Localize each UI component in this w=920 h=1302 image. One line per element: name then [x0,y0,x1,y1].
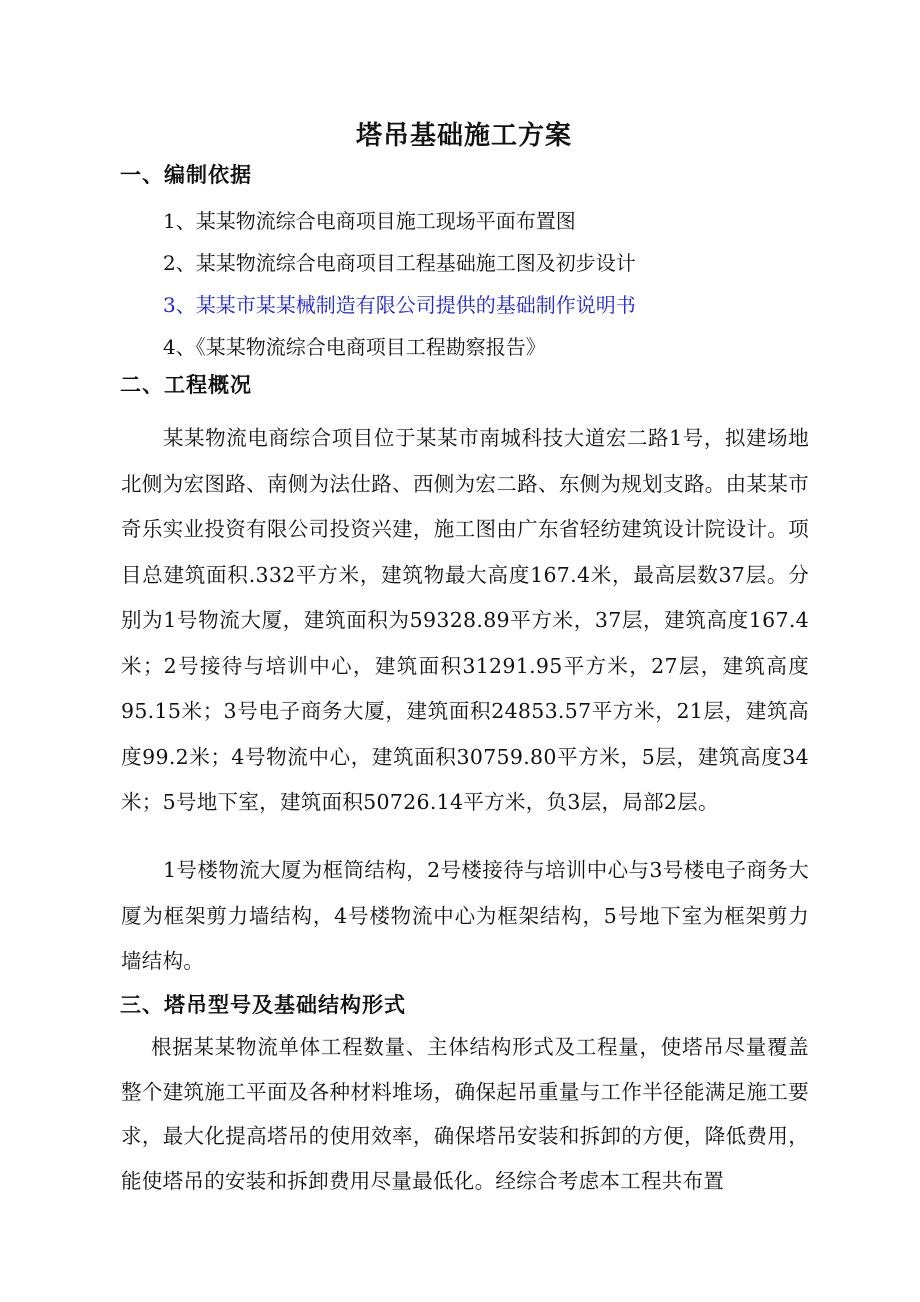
document-title: 塔吊基础施工方案 [355,121,572,151]
crane-paragraph: 根据某某物流单体工程数量、主体结构形式及工程量，使塔吊尽量覆盖整个建筑施工平面及各种材料堆场，确保起吊重量与工作半径能满足施工要求，最大化提高塔吊的使用效率，确保塔吊安装和拆卸的方便，降低费用，能使塔吊的安装和拆卸费用尽量最低化。经综合考虑本工程共布置 [121,1035,809,1193]
structure-paragraph: 1号楼物流大厦为框筒结构，2号楼接待与培训中心与3号楼电子商务大厦为框架剪力墙结构，4号楼物流中心为框架结构，5号地下室为框架剪力墙结构。 [121,858,809,973]
basis-list [163,200,636,368]
section-heading-crane-type: 三、塔吊型号及基础结构形式 [120,993,406,1017]
list-item: 1、某某物流综合电商项目施工现场平面布置图 [163,209,576,233]
section-heading-overview: 二、工程概况 [120,373,252,397]
list-item: 4、《某某物流综合电商项目工程勘察报告》 [163,335,546,359]
list-item-highlighted: 3、某某市某某械制造有限公司提供的基础制作说明书 [163,293,636,317]
overview-paragraph: 某某物流电商综合项目位于某某市南城科技大道宏二路1号，拟建场地北侧为宏图路、南侧为法仕路、西侧为宏二路、东侧为规划支路。由某某市奇乐实业投资有限公司投资兴建，施工图由广东省轻纺建筑设计院设计。项目总建筑面积.332平方米，建筑物最大高度167.4米，最高层数37层。分别为1号物流大厦，建筑面积为59328.89平方米，37层，建筑高度167.4米；2号接待与培训中心，建筑面积31291.95平方米，27层，建筑高度95.15米；3号电子商务大厦，建筑面积24853.57平方米，21层，建筑高度99.2米；4号物流中心，建筑面积30759.80平方米，5层，建筑高度34米；5号地下室，建筑面积50726.14平方米，负3层，局部2层。 [121,426,809,814]
list-item: 2、某某物流综合电商项目工程基础施工图及初步设计 [163,251,636,275]
section-heading-basis: 一、编制依据 [120,163,252,187]
